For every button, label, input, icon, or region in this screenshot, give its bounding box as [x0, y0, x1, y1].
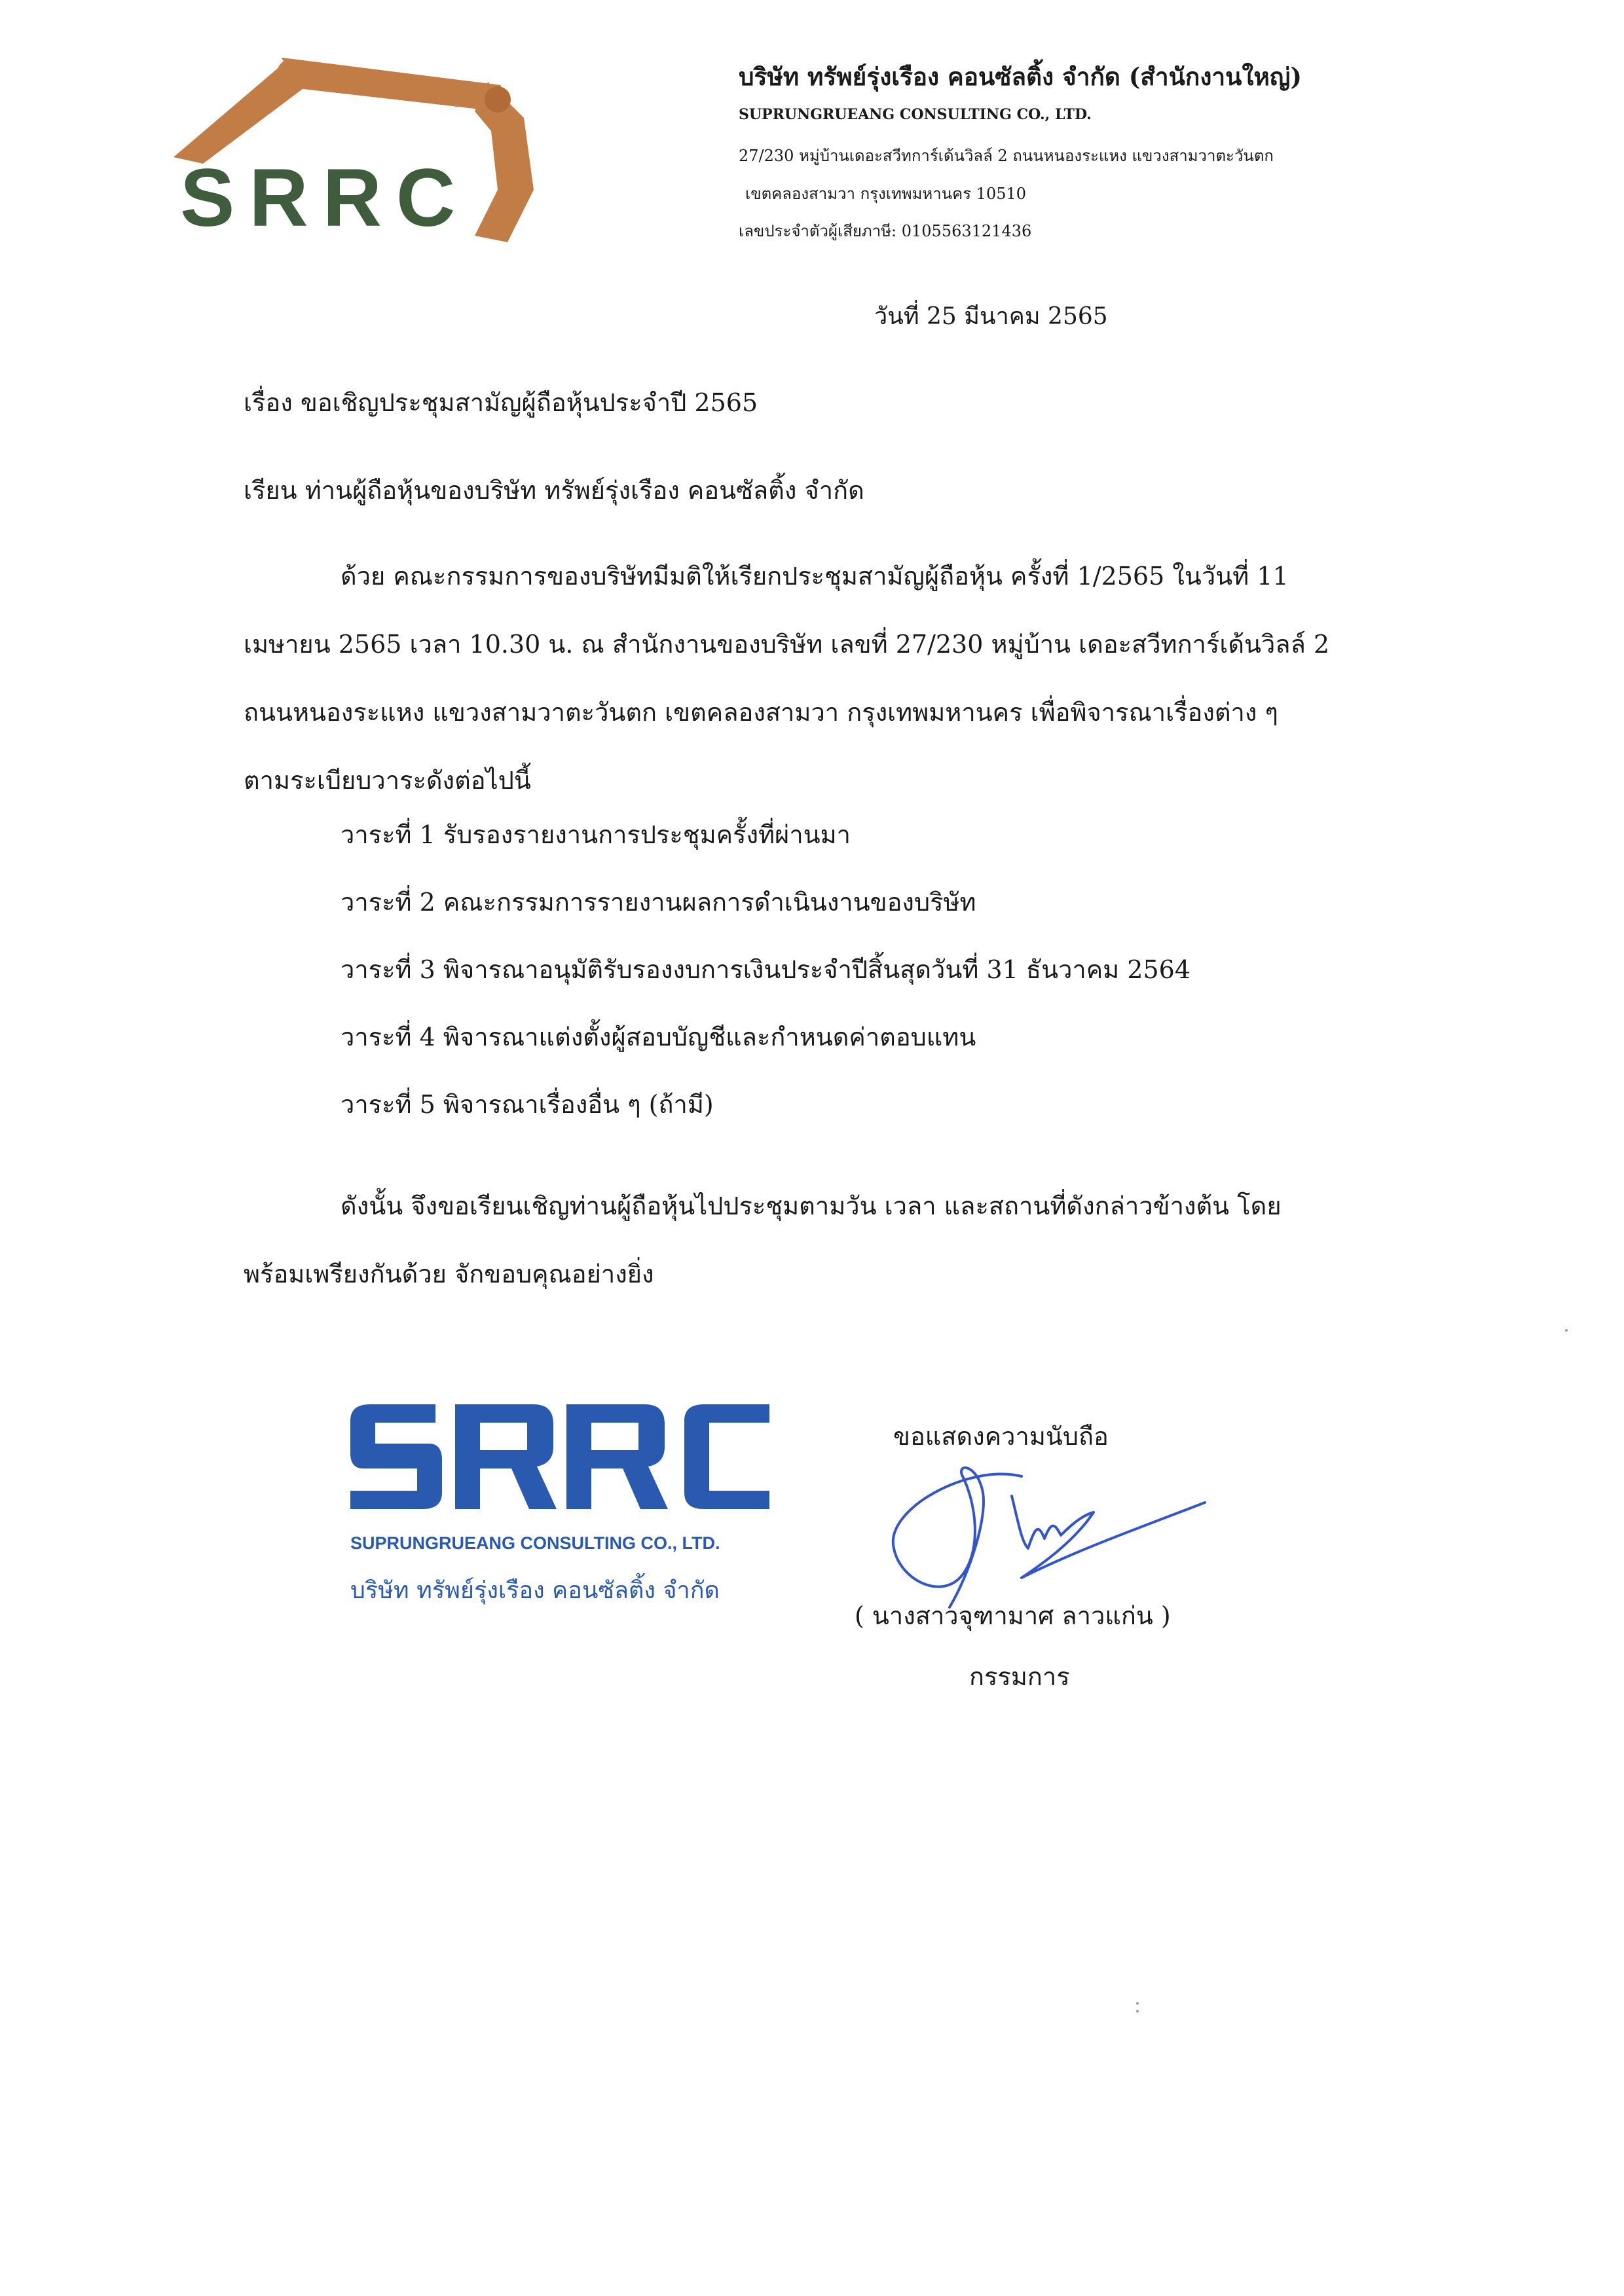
- signer-name: ( นางสาวจุฑามาศ ลาวแก่น ): [855, 1601, 1171, 1630]
- intro-line: ตามระเบียบวาระดังต่อไปนี้: [244, 766, 531, 795]
- company-address-line2: เขตคลองสามวา กรุงเทพมหานคร 10510: [745, 185, 1027, 203]
- intro-line: เมษายน 2565 เวลา 10.30 น. ณ สำนักงานของบริษัท เลขที่ 27/230 หมู่บ้าน เดอะสวีทการ์เด้นวิลล์ 2: [244, 630, 1330, 659]
- scan-speck: [1136, 2010, 1139, 2013]
- company-name-th: บริษัท ทรัพย์รุ่งเรือง คอนซัลติ้ง จำกัด (สำนักงานใหญ่): [739, 62, 1302, 91]
- scan-speck: [1565, 1329, 1568, 1332]
- stamp-wordmark: [350, 1404, 769, 1509]
- agenda-item: วาระที่ 5 พิจารณาเรื่องอื่น ๆ (ถ้ามี): [341, 1090, 714, 1119]
- intro-paragraph: [244, 542, 1383, 814]
- logo-wordmark: SRRC: [180, 153, 470, 244]
- stamp-company-th: บริษัท ทรัพย์รุ่งเรือง คอนซัลติ้ง จำกัด: [350, 1577, 720, 1604]
- company-logo: [167, 39, 540, 249]
- closing-paragraph: [244, 1172, 1383, 1308]
- letter-salutation: เรียน ท่านผู้ถือหุ้นของบริษัท ทรัพย์รุ่งเรือง คอนซัลติ้ง จำกัด: [244, 476, 864, 505]
- company-name-en: SUPRUNGRUEANG CONSULTING CO., LTD.: [739, 106, 1092, 123]
- company-address-line1: 27/230 หมู่บ้านเดอะสวีทการ์เด้นวิลล์ 2 ถนนหนองระแหง แขวงสามวาตะวันตก: [739, 147, 1274, 165]
- stamp-company-en: SUPRUNGRUEANG CONSULTING CO., LTD.: [350, 1533, 720, 1553]
- company-stamp-logo: [344, 1398, 776, 1516]
- closing-line: ดังนั้น จึงขอเรียนเชิญท่านผู้ถือหุ้นไปประชุมตามวัน เวลา และสถานที่ดังกล่าวข้างต้น โดย: [341, 1192, 1282, 1220]
- letter-subject: เรื่อง ขอเชิญประชุมสามัญผู้ถือหุ้นประจำปี 2565: [244, 388, 758, 417]
- letter-date: วันที่ 25 มีนาคม 2565: [874, 303, 1108, 330]
- scan-speck: [455, 105, 458, 107]
- company-tax-id: เลขประจำตัวผู้เสียภาษี: 0105563121436: [739, 222, 1032, 240]
- scan-speck: [1136, 2002, 1139, 2005]
- agenda-list: [341, 814, 1190, 1152]
- signer-position: กรรมการ: [969, 1662, 1070, 1691]
- intro-line: ถนนหนองระแหง แขวงสามวาตะวันตก เขตคลองสามวา กรุงเทพมหานคร เพื่อพิจารณาเรื่องต่าง ๆ: [244, 698, 1278, 727]
- closing-regards: ขอแสดงความนับถือ: [893, 1422, 1109, 1451]
- agenda-item: วาระที่ 2 คณะกรรมการรายงานผลการดำเนินงานของบริษัท: [341, 888, 976, 917]
- intro-line: ด้วย คณะกรรมการของบริษัทมีมติให้เรียกประชุมสามัญผู้ถือหุ้น ครั้งที่ 1/2565 ในวันที่ 11: [341, 562, 1289, 591]
- agenda-item: วาระที่ 3 พิจารณาอนุมัติรับรองงบการเงินประจำปีสิ้นสุดวันที่ 31 ธันวาคม 2564: [341, 955, 1191, 984]
- handwritten-signature: [871, 1450, 1211, 1614]
- closing-line: พร้อมเพรียงกันด้วย จักขอบคุณอย่างยิ่ง: [244, 1260, 654, 1288]
- agenda-item: วาระที่ 4 พิจารณาแต่งตั้งผู้สอบบัญชีและกำหนดค่าตอบแทน: [341, 1023, 976, 1051]
- agenda-item: วาระที่ 1 รับรองรายงานการประชุมครั้งที่ผ่านมา: [341, 820, 851, 849]
